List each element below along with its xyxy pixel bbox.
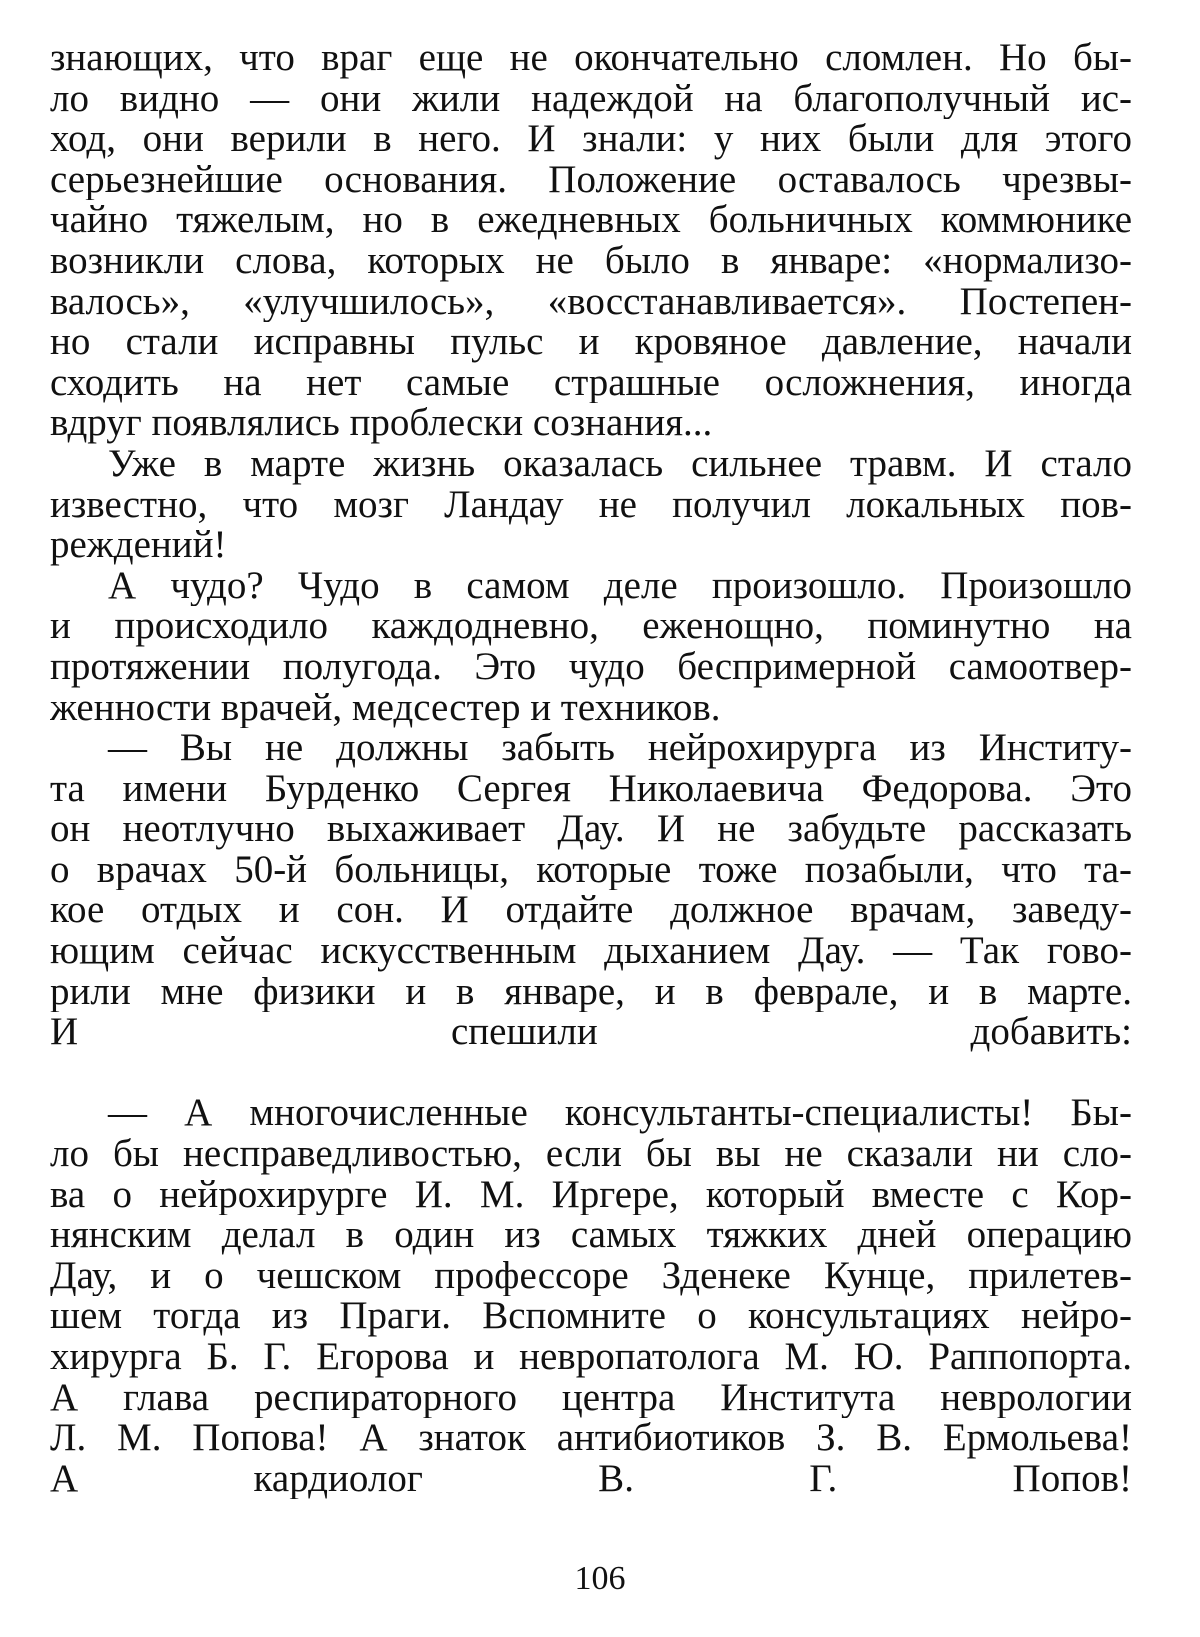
text-line: хирурга Б. Г. Егорова и невропатолога М. Ю. Раппопорта. [50, 1337, 1132, 1378]
paragraph-4 [50, 728, 1132, 1093]
text-line: ющим сейчас искусственным дыханием Дау. — Так гово- [50, 931, 1132, 972]
text-line: он неотлучно выхаживает Дау. И не забудьте рассказать [50, 809, 1132, 850]
text-line: сходить на нет самые страшные осложнения, иногда [50, 362, 1132, 404]
text-line: та имени Бурденко Сергея Николаевича Федорова. Это [50, 768, 1132, 810]
text-line: Уже в марте жизнь оказалась сильнее травм. И стало [108, 443, 1132, 485]
text-line: А чудо? Чудо в самом деле произошло. Произошло [108, 565, 1132, 607]
text-line: — Вы не должны забыть нейрохирурга из Институ- [108, 728, 1132, 769]
text-line: валось», «улучшилось», «восстанавливается». Постепен- [50, 281, 1132, 323]
text-line: женности врачей, медсестер и техников. [50, 687, 721, 729]
paragraph-5 [50, 1093, 1132, 1540]
text-line: ва о нейрохирурге И. М. Иргере, который вместе с Кор- [50, 1174, 1132, 1216]
text-line: вдруг появлялись проблески сознания... [50, 403, 713, 444]
text-line: серьезнейшие основания. Положение оставалось чрезвы- [50, 159, 1132, 201]
text-line: И спешили добавить: [50, 1012, 1132, 1053]
text-line: ло видно — они жили надеждой на благополучный ис- [50, 78, 1132, 120]
text-line: Дау, и о чешском профессоре Зденеке Кунце, прилетев- [50, 1255, 1132, 1297]
text-line: и происходило каждодневно, еженощно, поминутно на [50, 606, 1132, 647]
text-line: ход, они верили в него. И знали: у них были для этого [50, 119, 1132, 160]
text-line [50, 1499, 1132, 1540]
paragraph-1 [50, 38, 1132, 444]
text-line: но стали исправны пульс и кровяное давление, начали [50, 322, 1132, 363]
text-line: кое отдых и сон. И отдайте должное врачам, заведу- [50, 890, 1132, 932]
text-line: о врачах 50-й больницы, которые тоже позабыли, что та- [50, 849, 1132, 891]
paragraph-3 [50, 566, 1132, 728]
text-line: чайно тяжелым, но в ежедневных больничных коммюнике [50, 200, 1132, 241]
text-line: Л. М. Попова! А знаток антибиотиков З. В. Ермольева! [50, 1418, 1132, 1459]
text-line: шем тогда из Праги. Вспомните о консультациях нейро- [50, 1296, 1132, 1337]
text-line: А кардиолог В. Г. Попов! [50, 1458, 1132, 1500]
text-line: А глава респираторного центра Института неврологии [50, 1377, 1132, 1419]
text-line: — А многочисленные консультанты-специалисты! Бы- [108, 1093, 1132, 1135]
paragraph-2 [50, 444, 1132, 566]
text-line: нянским делал в один из самых тяжких дней операцию [50, 1215, 1132, 1256]
text-line: возникли слова, которых не было в январе: «нормализо- [50, 240, 1132, 282]
text-line: реждений! [50, 525, 227, 566]
text-line: рили мне физики и в январе, и в феврале, и в марте. [50, 971, 1132, 1013]
page-number: 106 [574, 1560, 626, 1597]
body-text [50, 38, 1132, 1540]
text-line: протяжении полугода. Это чудо беспримерной самоотвер- [50, 646, 1132, 688]
text-line: ло бы несправедливостью, если бы вы не сказали ни сло- [50, 1134, 1132, 1175]
text-line: известно, что мозг Ландау не получил локальных пов- [50, 484, 1132, 526]
text-line [50, 1053, 1132, 1094]
text-line: знающих, что враг еще не окончательно сломлен. Но бы- [50, 38, 1132, 79]
